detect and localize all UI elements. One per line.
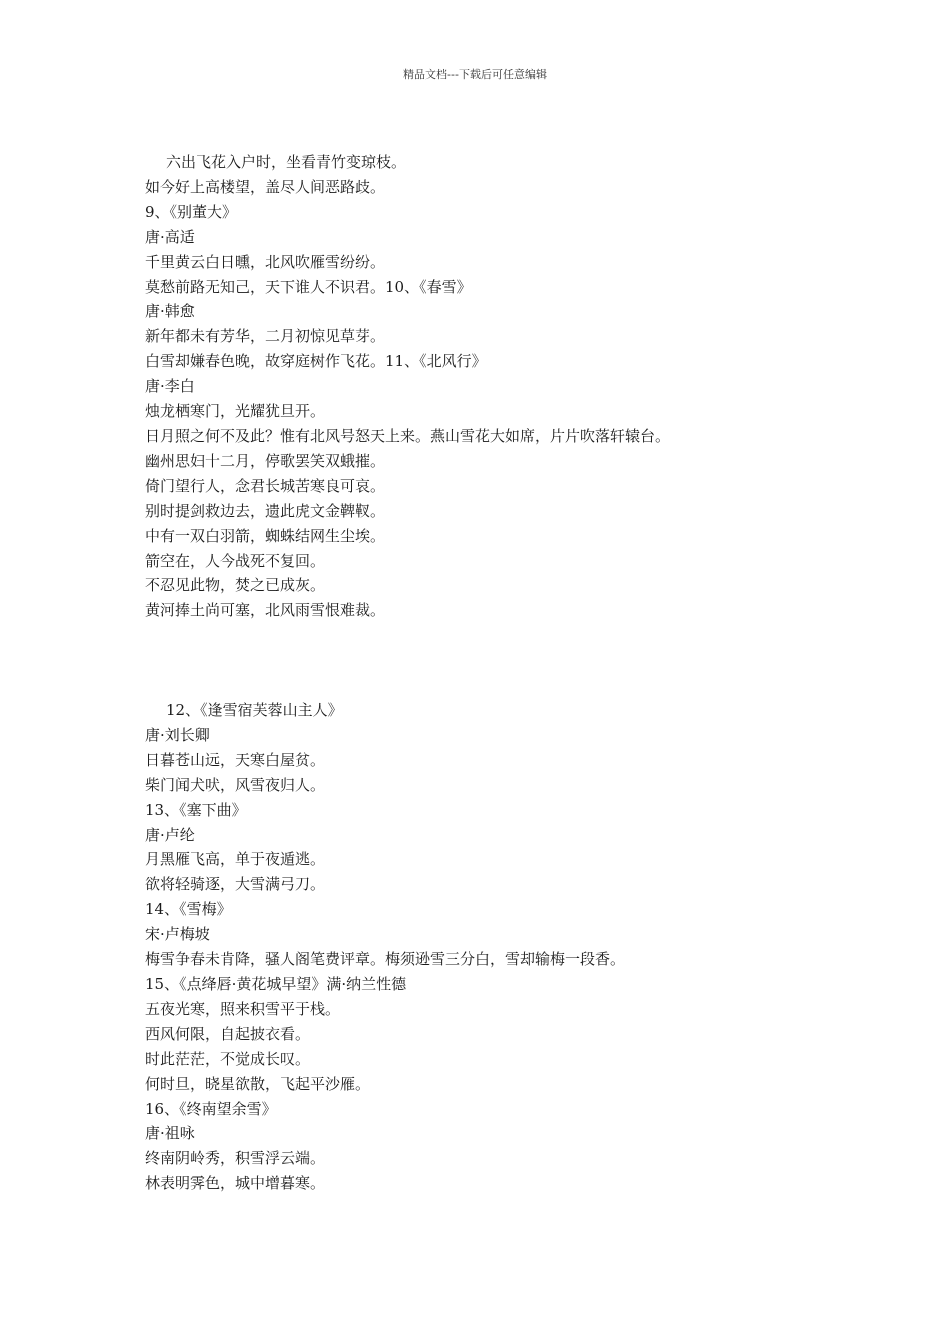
text-line: 幽州思妇十二月，停歌罢笑双蛾摧。 (145, 451, 386, 470)
text-line: 白雪却嫌春色晚，故穿庭树作飞花。11、《北风行》 (145, 352, 487, 371)
poem-section-2 (145, 698, 845, 1196)
text-line: 不忍见此物，焚之已成灰。 (145, 576, 326, 595)
text-line: 如今好上高楼望，盖尽人间恶路歧。 (145, 177, 386, 196)
poem-title: 12、《逢雪宿芙蓉山主人》 (166, 701, 343, 719)
text-line: 终南阴岭秀，积雪浮云端。 (145, 1149, 326, 1168)
text-line: 千里黄云白日曛，北风吹雁雪纷纷。 (145, 252, 386, 271)
text-line: 新年都未有芳华，二月初惊见草芽。 (145, 327, 386, 346)
text-line: 西风何限，自起披衣看。 (145, 1024, 311, 1043)
poem-section-1 (145, 150, 845, 623)
text-line: 林表明霁色，城中增暮寒。 (145, 1174, 326, 1193)
text-line: 月黑雁飞高，单于夜遁逃。 (145, 850, 326, 869)
text-line: 日暮苍山远，天寒白屋贫。 (145, 750, 326, 769)
poem-author: 唐·高适 (145, 227, 195, 246)
text-line: 倚门望行人，念君长城苦寒良可哀。 (145, 476, 386, 495)
poem-author: 唐·祖咏 (145, 1124, 195, 1143)
text-line: 梅雪争春未肯降，骚人阁笔费评章。梅须逊雪三分白，雪却输梅一段香。 (145, 950, 626, 969)
text-line: 黄河捧土尚可塞，北风雨雪恨难裁。 (145, 601, 386, 620)
text-line: 烛龙栖寒门，光耀犹旦开。 (145, 402, 326, 421)
text-line: 欲将轻骑逐，大雪满弓刀。 (145, 875, 326, 894)
text-line: 莫愁前路无知己，天下谁人不识君。10、《春雪》 (145, 277, 472, 296)
text-line: 箭空在，人今战死不复回。 (145, 551, 326, 570)
poem-title: 15、《点绛唇·黄花城早望》满·纳兰性德 (145, 974, 407, 993)
poem-author: 唐·李白 (145, 377, 195, 396)
text-line: 柴门闻犬吠，风雪夜归人。 (145, 775, 326, 794)
poem-author: 唐·卢纶 (145, 825, 195, 844)
page-header: 精品文档---下载后可任意编辑 (403, 68, 547, 81)
text-line: 别时提剑救边去，遗此虎文金鞞靫。 (145, 501, 386, 520)
poem-author: 唐·刘长卿 (145, 725, 210, 744)
text-line: 日月照之何不及此？惟有北风号怒天上来。燕山雪花大如席，片片吹落轩辕台。 (145, 426, 671, 445)
poem-author: 宋·卢梅坡 (145, 925, 210, 944)
poem-title: 13、《塞下曲》 (145, 800, 247, 819)
text-line: 时此茫茫，不觉成长叹。 (145, 1049, 311, 1068)
poem-title: 14、《雪梅》 (145, 900, 232, 919)
poem-title: 16、《终南望余雪》 (145, 1099, 277, 1118)
text-line: 六出飞花入户时，坐看青竹变琼枝。 (166, 153, 407, 171)
poem-author: 唐·韩愈 (145, 302, 195, 321)
poem-title: 9、《别董大》 (145, 202, 238, 221)
text-line: 何时旦，晓星欲散，飞起平沙雁。 (145, 1074, 371, 1093)
text-line: 五夜光寒，照来积雪平于栈。 (145, 999, 341, 1018)
text-line: 中有一双白羽箭，蜘蛛结网生尘埃。 (145, 526, 386, 545)
